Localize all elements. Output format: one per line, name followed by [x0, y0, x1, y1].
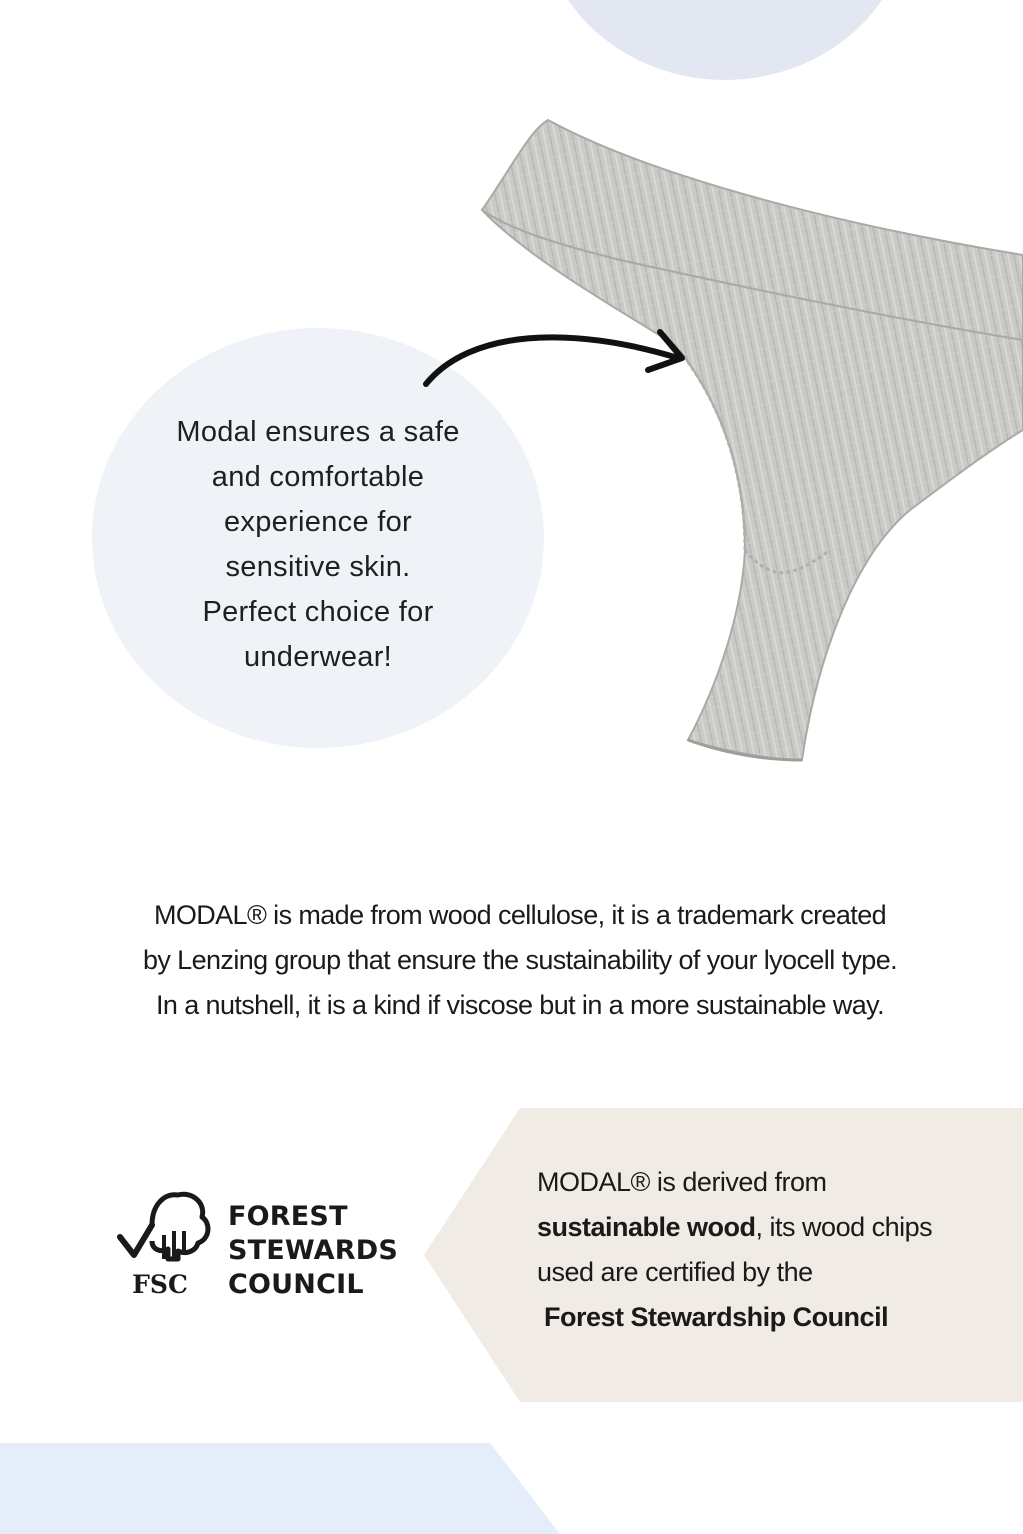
callout-line-4	[537, 1295, 997, 1340]
callout-text	[537, 1160, 997, 1340]
description-line: by Lenzing group that ensure the sustainability of your lyocell type.	[142, 945, 898, 975]
decorative-top-circle	[540, 0, 910, 80]
callout-line-1: MODAL® is derived from	[537, 1167, 827, 1197]
bubble-line: and comfortable	[211, 461, 425, 493]
description-line: In a nutshell, it is a kind if viscose but in a more sustainable way.	[156, 990, 884, 1020]
fsc-word: STEWARDS	[228, 1235, 399, 1266]
bubble-line: Perfect choice for	[202, 596, 434, 628]
fsc-wordmark	[228, 1200, 398, 1302]
callout-line-2-rest: , its wood chips	[755, 1212, 933, 1242]
callout-line-2	[537, 1205, 997, 1250]
fsc-tree-checkmark-logo	[112, 1185, 212, 1300]
bubble-line: experience for	[224, 506, 412, 538]
decorative-bottom-band	[0, 1443, 560, 1534]
bubble-text	[150, 410, 486, 680]
modal-description	[60, 893, 980, 1028]
fsc-word: COUNCIL	[228, 1269, 364, 1300]
fsc-name-bold: Forest Stewardship Council	[544, 1302, 889, 1332]
bubble-line: Modal ensures a safe	[176, 416, 460, 448]
description-line: MODAL® is made from wood cellulose, it is a trademark created	[153, 900, 887, 930]
curved-arrow-icon	[410, 320, 700, 400]
fsc-word: FOREST	[228, 1201, 348, 1232]
callout-line-3: used are certified by the	[537, 1257, 813, 1287]
sustainable-wood-bold: sustainable wood	[537, 1212, 756, 1242]
ribbed-underwear-image	[470, 110, 1023, 770]
bubble-line: underwear!	[243, 641, 393, 673]
fsc-abbr: FSC	[132, 1270, 188, 1299]
bubble-line: sensitive skin.	[225, 551, 411, 583]
